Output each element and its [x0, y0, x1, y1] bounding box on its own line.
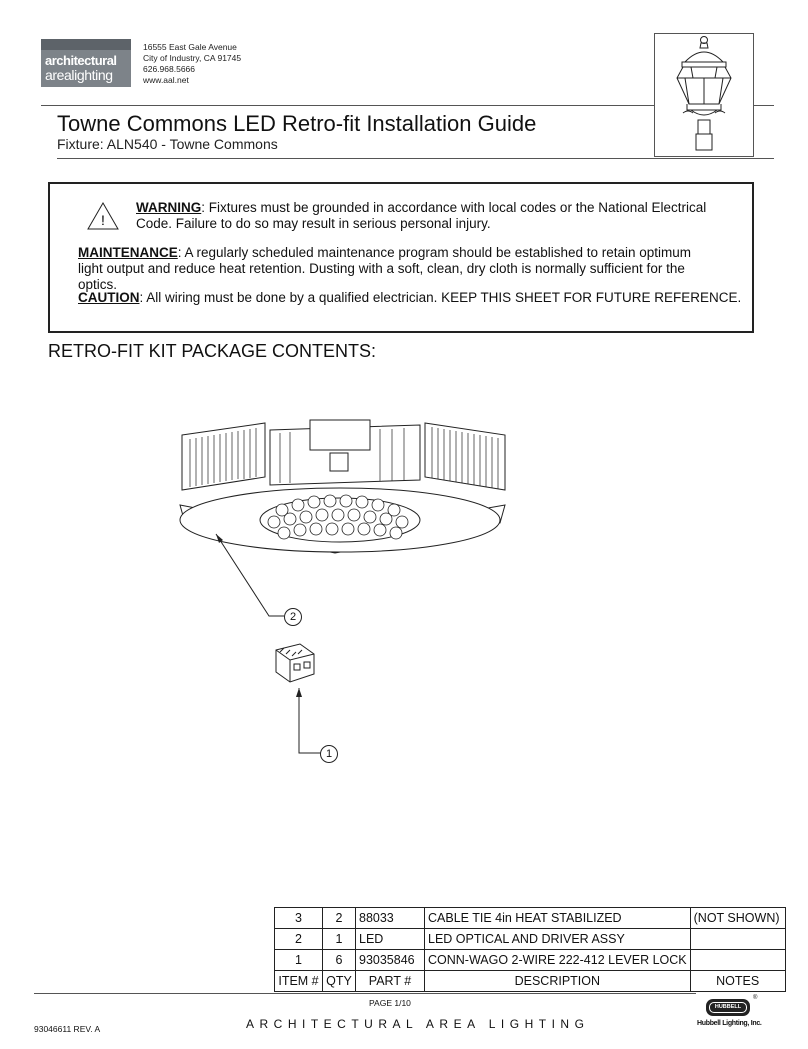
maintenance-text: : A regularly scheduled maintenance program should be established to retain optimum light output and reduce heat retention. Dusting with a soft, clean, dry cloth is normally sufficient for the optics. — [78, 245, 692, 292]
table-row — [275, 908, 786, 929]
cell-notes — [690, 950, 785, 971]
caution-paragraph — [78, 290, 742, 306]
cell-qty: 1 — [323, 929, 356, 950]
lantern-illustration — [655, 34, 753, 156]
hubbell-logo — [706, 999, 750, 1016]
registered-mark: ® — [753, 995, 758, 1001]
cell-notes: (NOT SHOWN) — [690, 908, 785, 929]
logo-text-line1: architectural — [45, 53, 117, 68]
cell-description: CONN-WAGO 2-WIRE 222-412 LEVER LOCK — [425, 950, 691, 971]
address-street: 16555 East Gale Avenue — [143, 42, 237, 52]
table-row — [275, 929, 786, 950]
header-qty: QTY — [323, 971, 356, 992]
cell-item: 3 — [275, 908, 323, 929]
warning-text: : Fixtures must be grounded in accordance with local codes or the National Electrical Code. Failure to do so may result in serious personal injury. — [136, 200, 707, 231]
parts-table — [274, 907, 786, 992]
warning-label: WARNING — [136, 200, 202, 215]
header-description: DESCRIPTION — [425, 971, 691, 992]
header-item: ITEM # — [275, 971, 323, 992]
cell-notes — [690, 929, 785, 950]
page-number: PAGE 1/10 — [369, 998, 411, 1008]
footer-brand: ARCHITECTURAL AREA LIGHTING — [246, 1017, 590, 1031]
cell-description: LED OPTICAL AND DRIVER ASSY — [425, 929, 691, 950]
fixture-thumbnail — [654, 33, 754, 157]
maintenance-label: MAINTENANCE — [78, 245, 178, 260]
logo-top-band — [41, 39, 131, 50]
warning-icon-glyph: ! — [101, 212, 105, 228]
cell-item: 2 — [275, 929, 323, 950]
caution-text: : All wiring must be done by a qualified electrician. KEEP THIS SHEET FOR FUTURE REFERENCE. — [139, 290, 742, 305]
cell-part: LED — [356, 929, 425, 950]
leader-lines — [200, 520, 350, 770]
address-website: www.aal.net — [143, 75, 189, 85]
header-part: PART # — [356, 971, 425, 992]
table-header-row — [275, 971, 786, 992]
address-city: City of Industry, CA 91745 — [143, 53, 242, 63]
caution-label: CAUTION — [78, 290, 140, 305]
document-number: 93046611 REV. A — [34, 1024, 101, 1034]
warning-triangle-icon — [86, 201, 120, 231]
address-phone: 626.968.5666 — [143, 64, 195, 74]
cell-qty: 6 — [323, 950, 356, 971]
company-logo — [41, 39, 131, 87]
fixture-subtitle: Fixture: ALN540 - Towne Commons — [57, 136, 278, 152]
cell-part: 88033 — [356, 908, 425, 929]
hubbell-badge: HUBBELL — [709, 1002, 747, 1013]
table-row — [275, 950, 786, 971]
cell-item: 1 — [275, 950, 323, 971]
cell-part: 93035846 — [356, 950, 425, 971]
header-notes: NOTES — [690, 971, 785, 992]
warning-paragraph — [136, 200, 722, 232]
title-rule — [57, 158, 774, 159]
maintenance-paragraph — [78, 245, 718, 293]
hubbell-company: Hubbell Lighting, Inc. — [697, 1020, 762, 1027]
cell-qty: 2 — [323, 908, 356, 929]
package-contents-heading: RETRO-FIT KIT PACKAGE CONTENTS: — [48, 341, 377, 361]
company-address — [143, 42, 241, 86]
callout-led-assembly: 2 — [284, 608, 302, 626]
cell-description: CABLE TIE 4in HEAT STABILIZED — [425, 908, 691, 929]
callout-wago-connector: 1 — [320, 745, 338, 763]
logo-text-line2: arealighting — [45, 67, 113, 83]
page-title: Towne Commons LED Retro-fit Installation Guide — [57, 111, 537, 136]
footer-rule — [34, 993, 696, 994]
